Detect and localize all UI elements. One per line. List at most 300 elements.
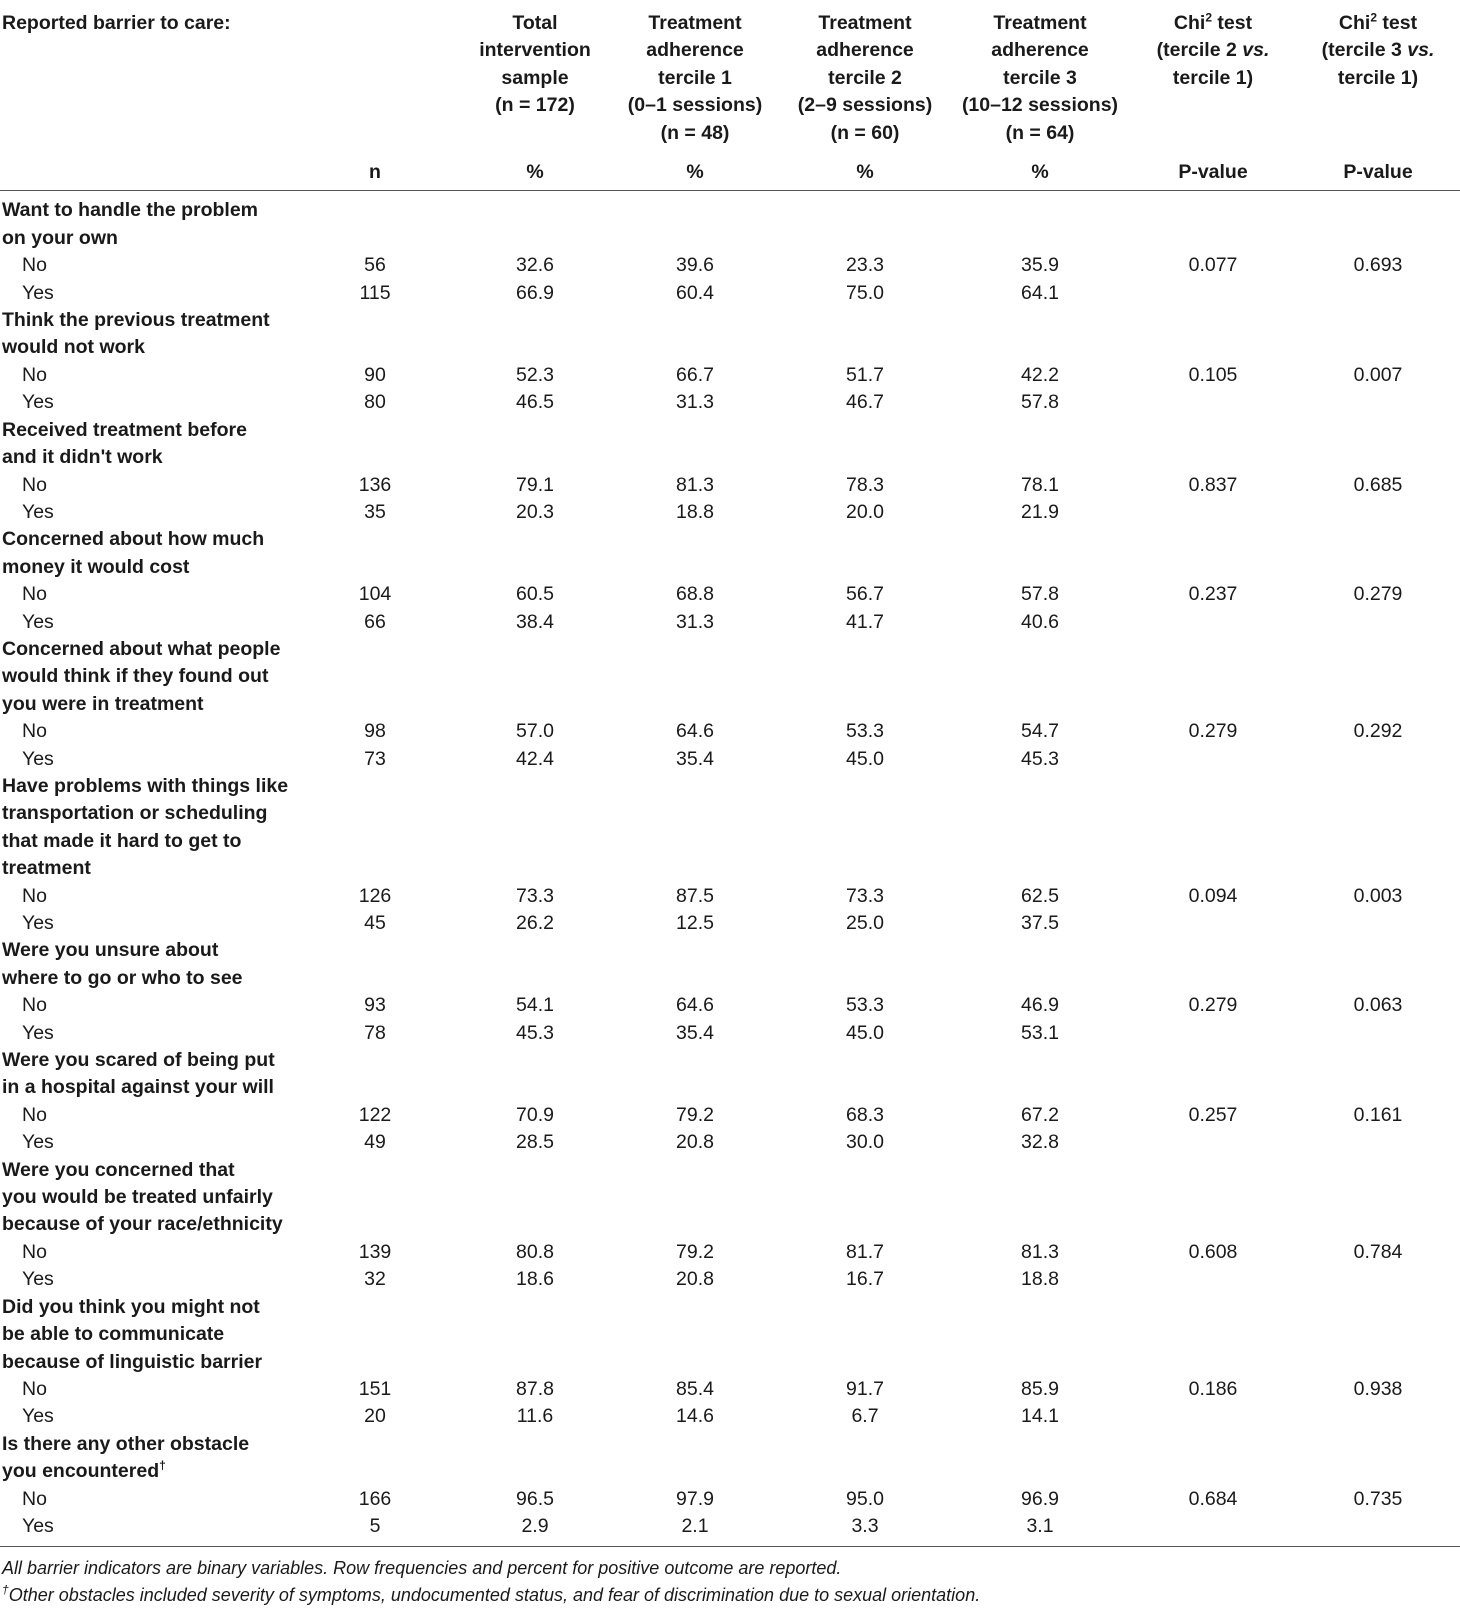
tercile2-percent: 3.3 — [780, 1513, 950, 1547]
p-value-t2-vs-t1: 0.279 — [1188, 720, 1238, 743]
tercile3-percent: 64.1 — [1021, 281, 1059, 304]
chi-line3: tercile 1) — [1172, 66, 1254, 89]
tercile1-percent: 2.1 — [610, 1513, 780, 1547]
total-percent: 57.0 — [516, 720, 554, 743]
header-line: adherence — [816, 39, 914, 62]
question-row — [0, 1047, 1460, 1102]
tercile1-percent: 79.2 — [676, 1103, 714, 1126]
footnote-2 — [2, 1582, 1458, 1609]
answer-row-yes — [0, 1129, 1460, 1156]
total-percent: 18.6 — [516, 1268, 554, 1291]
total-percent: 46.5 — [516, 391, 554, 414]
header-tercile-3 — [950, 0, 1130, 147]
question-text — [0, 1157, 1460, 1239]
header-line: Treatment — [818, 12, 912, 34]
total-percent: 96.5 — [516, 1487, 554, 1510]
p-value-t2-vs-t1: 0.608 — [1188, 1240, 1238, 1263]
question-line: Concerned about what people — [2, 637, 281, 660]
question-text — [0, 307, 1460, 362]
n-value: 151 — [358, 1377, 392, 1400]
question-line: Were you unsure about — [2, 939, 219, 962]
total-percent: 11.6 — [516, 1405, 554, 1428]
n-value: 126 — [358, 884, 392, 907]
tercile3-percent: 54.7 — [1021, 720, 1059, 743]
p-value-t2-vs-t1 — [1130, 910, 1296, 937]
n-value: 98 — [364, 720, 386, 743]
answer-row-no — [0, 1376, 1460, 1403]
header-row — [0, 0, 1460, 147]
answer-label: Yes — [22, 1405, 54, 1428]
p-value-t3-vs-t1: 0.938 — [1353, 1377, 1403, 1400]
p-value-t3-vs-t1 — [1296, 1266, 1460, 1293]
p-value-t2-vs-t1 — [1130, 280, 1296, 307]
question-row — [0, 526, 1460, 581]
question-text — [0, 1431, 1460, 1486]
answer-label: Yes — [22, 391, 54, 414]
n-value: 90 — [364, 363, 386, 386]
n-value: 5 — [290, 1513, 460, 1547]
question-line: Concerned about how much — [2, 528, 265, 551]
chi-label: Chi — [1173, 12, 1206, 34]
question-row — [0, 1294, 1460, 1376]
question-line: that made it hard to get to — [2, 829, 242, 852]
header-line: adherence — [646, 39, 744, 62]
p-value-t3-vs-t1 — [1296, 1513, 1460, 1547]
tercile3-percent: 40.6 — [1021, 610, 1059, 633]
header-line: (n = 64) — [1005, 121, 1075, 144]
question-line: in a hospital against your will — [2, 1076, 274, 1099]
tercile1-percent: 31.3 — [676, 610, 714, 633]
question-text — [0, 1047, 1460, 1102]
tercile1-percent: 81.3 — [676, 473, 714, 496]
p-value-t2-vs-t1 — [1130, 1266, 1296, 1293]
tercile1-percent: 64.6 — [676, 720, 714, 743]
p-value-t3-vs-t1 — [1296, 1129, 1460, 1156]
tercile1-percent: 39.6 — [676, 254, 714, 277]
n-value: 93 — [364, 994, 386, 1017]
p-value-t3-vs-t1: 0.685 — [1353, 473, 1403, 496]
answer-label: Yes — [22, 1268, 54, 1291]
p-value-t2-vs-t1: 0.837 — [1188, 473, 1238, 496]
p-value-t2-vs-t1: 0.237 — [1188, 583, 1238, 606]
tercile1-percent: 20.8 — [676, 1131, 714, 1154]
total-percent: 73.3 — [516, 884, 554, 907]
answer-label: Yes — [22, 1021, 54, 1044]
question-row — [0, 636, 1460, 718]
question-line: Were you scared of being put — [2, 1049, 275, 1072]
answer-row-no — [0, 1102, 1460, 1129]
n-value: 104 — [358, 583, 392, 606]
tercile3-percent: 96.9 — [1021, 1487, 1059, 1510]
p-value-t2-vs-t1 — [1130, 1129, 1296, 1156]
tercile2-percent: 30.0 — [846, 1131, 884, 1154]
question-text — [0, 937, 1460, 992]
tercile2-percent: 75.0 — [846, 281, 884, 304]
n-value: 78 — [364, 1021, 386, 1044]
header-line: tercile 2 — [828, 66, 902, 89]
tercile2-percent: 6.7 — [851, 1405, 879, 1428]
p-value-t2-vs-t1 — [1130, 389, 1296, 416]
tercile2-percent: 53.3 — [846, 720, 884, 743]
total-percent: 87.8 — [516, 1377, 554, 1400]
answer-row-yes — [0, 1403, 1460, 1430]
table-header — [0, 0, 1460, 191]
answer-row-yes — [0, 910, 1460, 937]
header-line: tercile 1 — [658, 66, 732, 89]
n-value: 35 — [364, 500, 386, 523]
answer-label: Yes — [22, 747, 54, 770]
subheader-cell: P-value — [1296, 147, 1460, 191]
answer-row-yes — [0, 1020, 1460, 1047]
header-line: (n = 60) — [830, 121, 900, 144]
p-value-t2-vs-t1 — [1130, 499, 1296, 526]
question-line: you would be treated unfairly — [2, 1186, 273, 1209]
tercile1-percent: 35.4 — [676, 747, 714, 770]
tercile1-percent: 14.6 — [676, 1405, 714, 1428]
total-percent: 2.9 — [460, 1513, 610, 1547]
tercile1-percent: 97.9 — [676, 1487, 714, 1510]
p-value-t2-vs-t1 — [1130, 609, 1296, 636]
header-line: intervention — [479, 39, 591, 62]
tercile1-percent: 66.7 — [676, 363, 714, 386]
answer-row-yes — [0, 1266, 1460, 1293]
total-percent: 52.3 — [516, 363, 554, 386]
test-label: test — [1212, 12, 1253, 34]
n-value: 56 — [364, 254, 386, 277]
p-value-t3-vs-t1: 0.784 — [1353, 1240, 1403, 1263]
answer-row-no — [0, 883, 1460, 910]
tercile3-percent: 45.3 — [1021, 747, 1059, 770]
total-percent: 26.2 — [516, 912, 554, 934]
p-value-t2-vs-t1: 0.186 — [1188, 1377, 1238, 1400]
question-line: on your own — [2, 226, 118, 249]
answer-label: No — [22, 363, 47, 386]
tercile3-percent: 42.2 — [1021, 363, 1059, 386]
total-percent: 80.8 — [516, 1240, 554, 1263]
p-value-t3-vs-t1 — [1296, 746, 1460, 773]
tercile1-percent: 20.8 — [676, 1268, 714, 1291]
total-percent: 79.1 — [516, 473, 554, 496]
total-percent: 28.5 — [516, 1131, 554, 1154]
answer-row-yes — [0, 280, 1460, 307]
question-line: because of linguistic barrier — [2, 1350, 263, 1373]
question-line: Think the previous treatment — [2, 309, 270, 332]
tercile2-percent: 41.7 — [846, 610, 884, 633]
p-value-t3-vs-t1 — [1296, 910, 1460, 937]
tercile3-percent: 85.9 — [1021, 1377, 1059, 1400]
question-text — [0, 1294, 1460, 1376]
question-line: Were you concerned that — [2, 1158, 235, 1181]
p-value-t2-vs-t1: 0.105 — [1188, 363, 1238, 386]
header-chi2-t2-vs-t1 — [1130, 0, 1296, 147]
table-footnotes — [0, 1547, 1460, 1609]
tercile1-percent: 64.6 — [676, 994, 714, 1017]
answer-label: No — [22, 1103, 47, 1126]
p-value-t2-vs-t1: 0.684 — [1188, 1487, 1238, 1510]
tercile2-percent: 91.7 — [846, 1377, 884, 1400]
p-value-t2-vs-t1: 0.257 — [1188, 1103, 1238, 1126]
question-line: money it would cost — [2, 555, 190, 578]
answer-label: No — [22, 994, 47, 1017]
question-text — [0, 636, 1460, 718]
question-row — [0, 307, 1460, 362]
answer-label: No — [22, 583, 47, 606]
question-text — [0, 191, 1460, 252]
answer-label: No — [22, 1487, 47, 1510]
tercile3-percent: 78.1 — [1021, 473, 1059, 496]
n-value: 20 — [364, 1405, 386, 1428]
p-value-t3-vs-t1: 0.735 — [1353, 1487, 1403, 1510]
footnote-2-text: Other obstacles included severity of symptoms, undocumented status, and fear of discrimination due to sexual orientation. — [8, 1585, 981, 1606]
header-line: adherence — [991, 39, 1089, 62]
subheader-cell: % — [950, 147, 1130, 191]
p-value-t3-vs-t1 — [1296, 280, 1460, 307]
dagger-mark: † — [2, 1583, 9, 1598]
question-row — [0, 937, 1460, 992]
answer-row-yes — [0, 746, 1460, 773]
p-value-t3-vs-t1 — [1296, 1403, 1460, 1430]
test-label: test — [1377, 12, 1418, 34]
total-percent: 54.1 — [516, 994, 554, 1017]
header-barrier: Reported barrier to care: — [2, 12, 231, 34]
p-value-t3-vs-t1 — [1296, 1020, 1460, 1047]
tercile3-percent: 14.1 — [1021, 1405, 1059, 1428]
total-percent: 45.3 — [516, 1021, 554, 1044]
header-line: (10–12 sessions) — [961, 94, 1119, 117]
chi-label: Chi — [1338, 12, 1371, 34]
tercile2-percent: 78.3 — [846, 473, 884, 496]
answer-label: No — [22, 884, 47, 907]
header-line: Treatment — [648, 12, 742, 34]
question-text — [0, 773, 1460, 883]
question-line: Is there any other obstacle — [2, 1432, 250, 1455]
tercile1-percent: 87.5 — [676, 884, 714, 907]
header-tercile-2 — [780, 0, 950, 147]
tercile3-percent: 57.8 — [1021, 583, 1059, 606]
question-text — [0, 417, 1460, 472]
tercile2-percent: 16.7 — [846, 1268, 884, 1291]
tercile1-percent: 18.8 — [676, 500, 714, 523]
tercile3-percent: 3.1 — [950, 1513, 1130, 1547]
n-value: 166 — [358, 1487, 392, 1510]
dagger-mark: † — [159, 1458, 166, 1473]
question-line: be able to communicate — [2, 1323, 225, 1346]
n-value: 49 — [364, 1131, 386, 1154]
tercile2-percent: 73.3 — [846, 884, 884, 907]
tercile3-percent: 35.9 — [1021, 254, 1059, 277]
question-row — [0, 773, 1460, 883]
tercile2-percent: 20.0 — [846, 500, 884, 523]
p-value-t2-vs-t1 — [1130, 1020, 1296, 1047]
tercile3-percent: 67.2 — [1021, 1103, 1059, 1126]
question-line: where to go or who to see — [2, 966, 243, 989]
p-value-t2-vs-t1: 0.094 — [1188, 884, 1238, 907]
question-row — [0, 417, 1460, 472]
tercile3-percent: 32.8 — [1021, 1131, 1059, 1154]
question-row — [0, 191, 1460, 252]
p-value-t2-vs-t1: 0.077 — [1188, 254, 1238, 277]
p-value-t3-vs-t1: 0.693 — [1353, 254, 1403, 277]
answer-row-no — [0, 581, 1460, 608]
tercile3-percent: 21.9 — [1021, 500, 1059, 523]
p-value-t3-vs-t1: 0.292 — [1353, 720, 1403, 743]
tercile3-percent: 18.8 — [1021, 1268, 1059, 1291]
answer-row-yes — [0, 389, 1460, 416]
tercile2-percent: 51.7 — [846, 363, 884, 386]
tercile3-percent: 57.8 — [1021, 391, 1059, 414]
question-line: Want to handle the problem — [2, 199, 259, 222]
tercile2-percent: 25.0 — [846, 912, 884, 934]
question-row — [0, 1431, 1460, 1486]
header-line: Total — [512, 12, 558, 34]
answer-label: Yes — [0, 1513, 290, 1547]
chi-line3: tercile 1) — [1337, 66, 1419, 89]
subheader-row — [0, 147, 1460, 191]
header-chi2-t3-vs-t1 — [1296, 0, 1460, 147]
tercile2-percent: 53.3 — [846, 994, 884, 1017]
question-line: Have problems with things like — [2, 774, 289, 797]
p-value-t3-vs-t1 — [1296, 609, 1460, 636]
p-value-t2-vs-t1 — [1130, 1513, 1296, 1547]
n-value: 73 — [364, 747, 386, 770]
header-tercile-1 — [610, 0, 780, 147]
answer-row-no — [0, 362, 1460, 389]
question-row — [0, 1157, 1460, 1239]
p-value-t2-vs-t1 — [1130, 1403, 1296, 1430]
tercile1-percent: 68.8 — [676, 583, 714, 606]
tercile3-percent: 62.5 — [1021, 884, 1059, 907]
answer-row-yes — [0, 609, 1460, 636]
tercile1-percent: 31.3 — [676, 391, 714, 414]
header-total — [460, 0, 610, 147]
tercile1-percent: 60.4 — [676, 281, 714, 304]
answer-label: No — [22, 720, 47, 743]
total-percent: 66.9 — [516, 281, 554, 304]
chi-line2: (tercile 3 — [1321, 39, 1408, 62]
answer-label: Yes — [22, 281, 54, 304]
question-line: would not work — [2, 336, 145, 359]
answer-label: Yes — [22, 912, 54, 934]
header-line: (n = 172) — [495, 94, 575, 117]
tercile1-percent: 85.4 — [676, 1377, 714, 1400]
question-line: Received treatment before — [2, 418, 247, 441]
tercile2-percent: 95.0 — [846, 1487, 884, 1510]
answer-row-yes — [0, 499, 1460, 526]
p-value-t3-vs-t1: 0.279 — [1353, 583, 1403, 606]
answer-label: No — [22, 1240, 47, 1263]
n-value: 139 — [358, 1240, 392, 1263]
n-value: 136 — [358, 473, 392, 496]
question-line: you were in treatment — [2, 692, 204, 715]
question-text — [0, 526, 1460, 581]
subheader-cell: % — [610, 147, 780, 191]
tercile2-percent: 45.0 — [846, 1021, 884, 1044]
total-percent: 60.5 — [516, 583, 554, 606]
chi-sup: 2 — [1370, 10, 1377, 25]
question-line: would think if they found out — [2, 665, 269, 688]
header-line: (n = 48) — [660, 121, 730, 144]
chi-sup: 2 — [1205, 10, 1212, 25]
p-value-t2-vs-t1 — [1130, 746, 1296, 773]
answer-label: No — [22, 254, 47, 277]
answer-row-no — [0, 1486, 1460, 1513]
answer-row-no — [0, 1239, 1460, 1266]
chi-line2: (tercile 2 — [1156, 39, 1243, 62]
total-percent: 38.4 — [516, 610, 554, 633]
n-value: 66 — [364, 610, 386, 633]
tercile2-percent: 68.3 — [846, 1103, 884, 1126]
question-line: you encountered — [2, 1460, 160, 1483]
answer-label: No — [22, 473, 47, 496]
subheader-cell: P-value — [1130, 147, 1296, 191]
n-value: 80 — [364, 391, 386, 414]
p-value-t3-vs-t1: 0.161 — [1353, 1103, 1403, 1126]
p-value-t3-vs-t1: 0.007 — [1353, 363, 1403, 386]
table-body — [0, 191, 1460, 1547]
answer-row-no — [0, 252, 1460, 279]
vs-label: vs. — [1242, 39, 1270, 62]
question-line: transportation or scheduling — [2, 802, 268, 825]
answer-label: Yes — [22, 610, 54, 633]
header-line: tercile 3 — [1003, 66, 1077, 89]
n-value: 122 — [358, 1103, 392, 1126]
footnote-1: All barrier indicators are binary variables. Row frequencies and percent for positive outcome are reported. — [2, 1558, 842, 1579]
answer-row-no — [0, 472, 1460, 499]
answer-row-no — [0, 718, 1460, 745]
tercile3-percent: 81.3 — [1021, 1240, 1059, 1263]
p-value-t2-vs-t1: 0.279 — [1188, 994, 1238, 1017]
tercile2-percent: 23.3 — [846, 254, 884, 277]
tercile1-percent: 12.5 — [676, 912, 714, 934]
answer-label: Yes — [22, 500, 54, 523]
header-line: (0–1 sessions) — [627, 94, 763, 117]
question-line: and it didn't work — [2, 446, 163, 469]
subheader-cell: % — [460, 147, 610, 191]
tercile2-percent: 45.0 — [846, 747, 884, 770]
header-n-blank — [290, 0, 460, 147]
answer-row-yes — [0, 1513, 1460, 1547]
header-line: sample — [501, 66, 569, 89]
answer-label: No — [22, 1377, 47, 1400]
p-value-t3-vs-t1: 0.063 — [1353, 994, 1403, 1017]
n-value: 115 — [359, 281, 391, 304]
tercile2-percent: 81.7 — [846, 1240, 884, 1263]
n-value: 45 — [364, 912, 386, 934]
p-value-t3-vs-t1 — [1296, 389, 1460, 416]
header-line: Treatment — [993, 12, 1087, 34]
p-value-t3-vs-t1: 0.003 — [1353, 884, 1403, 907]
tercile1-percent: 79.2 — [676, 1240, 714, 1263]
total-percent: 32.6 — [516, 254, 554, 277]
answer-label: Yes — [22, 1131, 54, 1154]
tercile3-percent: 53.1 — [1021, 1021, 1059, 1044]
tercile2-percent: 46.7 — [846, 391, 884, 414]
subheader-cell: % — [780, 147, 950, 191]
answer-row-no — [0, 992, 1460, 1019]
subheader-cell — [0, 147, 290, 191]
vs-label: vs. — [1407, 39, 1435, 62]
total-percent: 70.9 — [516, 1103, 554, 1126]
tercile1-percent: 35.4 — [676, 1021, 714, 1044]
header-line: (2–9 sessions) — [797, 94, 933, 117]
tercile2-percent: 56.7 — [846, 583, 884, 606]
tercile3-percent: 37.5 — [1021, 912, 1059, 934]
total-percent: 42.4 — [516, 747, 554, 770]
subheader-cell: n — [290, 147, 460, 191]
tercile3-percent: 46.9 — [1021, 994, 1059, 1017]
question-line: treatment — [2, 857, 91, 880]
question-line: because of your race/ethnicity — [2, 1213, 283, 1236]
